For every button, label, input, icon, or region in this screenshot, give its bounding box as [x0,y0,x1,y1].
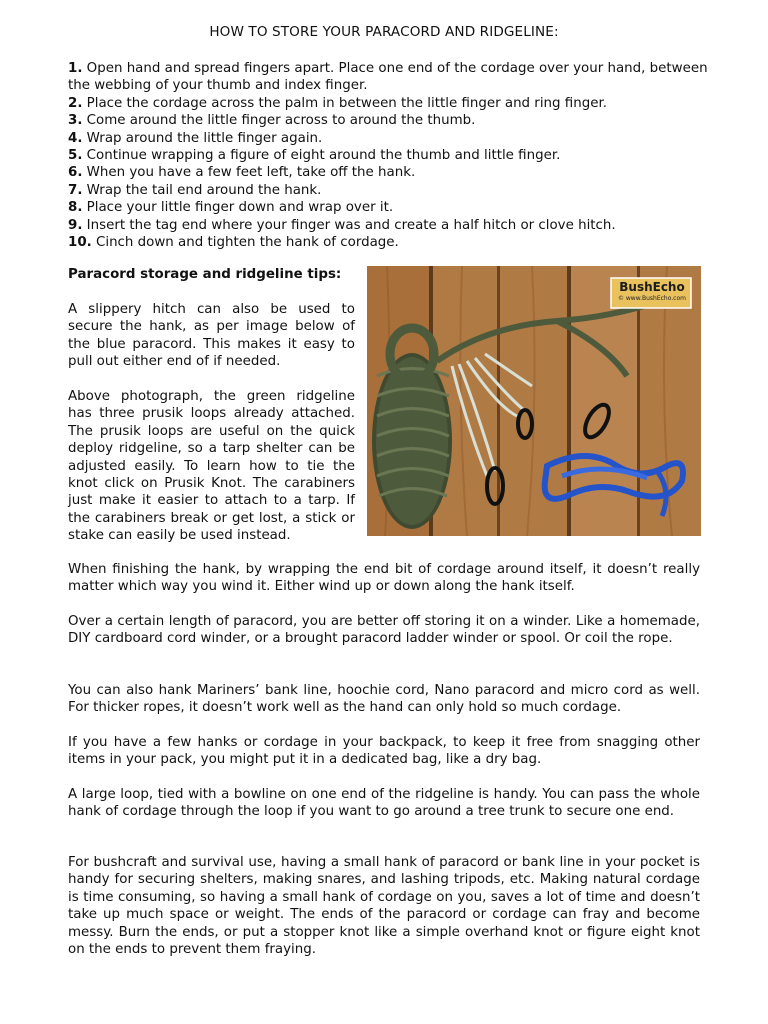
paracord-photo [367,266,701,536]
paragraph-text: Above photograph, the green ridgeline has three prusik loops already attached. The prusik loops are useful on the quick deploy ridgeline, so a tarp shelter can be adjusted easily. To learn how to tie the knot click on Prusik Knot. The carabiners just make it easier to attach to a tarp. If the carabiners break or get lost, a stick or stake can easily be used instead. [68,389,355,544]
step-text: Come around the little finger across to around the thumb. [86,113,476,129]
step-text: Open hand and spread fingers apart. Place one end of the cordage over your hand, between the webbing of your thumb and index finger. [68,61,708,94]
step-number: 3. [68,113,83,129]
step-number: 7. [68,182,83,198]
paragraph-winder [68,613,700,648]
page-title: HOW TO STORE YOUR PARACORD AND RIDGELINE: [209,24,559,40]
paragraph-text: When finishing the hank, by wrapping the end bit of cordage around itself, it doesn’t really matter which way you wind it. Either wind up or down along the hank itself. [68,562,700,595]
paragraph-bowline-loop [68,786,700,821]
step-number: 6. [68,165,83,181]
step-number: 10. [68,235,92,251]
paragraph-finishing-hank [68,561,700,596]
step-item [68,164,708,181]
step-number: 2. [68,95,83,111]
paragraph-bushcraft [68,854,700,958]
step-item [68,199,708,216]
step-text: Cinch down and tighten the hank of cordage. [96,235,399,251]
paracord-photo-illustration [367,266,701,536]
step-text: Continue wrapping a figure of eight around the thumb and little finger. [86,148,561,164]
step-item [68,95,708,112]
steps-list [68,60,708,251]
paragraph-text: A large loop, tied with a bowline on one end of the ridgeline is handy. You can pass the whole hank of cordage through the loop if you want to go around a tree trunk to secure one end. [68,787,700,820]
paragraph-bank-line [68,682,700,717]
step-number: 9. [68,217,83,233]
step-item [68,147,708,164]
logo-url: © www.BushEcho.com [617,295,686,302]
step-text: When you have a few feet left, take off the hank. [86,165,416,181]
step-item [68,217,708,234]
step-number: 5. [68,148,83,164]
step-number: 8. [68,200,83,216]
tips-heading: Paracord storage and ridgeline tips: [68,267,342,282]
step-text: Wrap the tail end around the hank. [86,182,322,198]
paragraph-text: Over a certain length of paracord, you are better off storing it on a winder. Like a homemade, DIY cardboard cord winder, or a brought paracord ladder winder or spool. Or coil the rope. [68,614,700,647]
paragraph-text: For bushcraft and survival use, having a small hank of paracord or bank line in your pocket is handy for securing shelters, making snares, and lashing tripods, etc. Making natural cordage is time consuming, so having a small hank of cordage on you, saves a lot of time and doesn’t take up much space or weight. The ends of the paracord or cordage can fray and become messy. Burn the ends, or put a stopper knot like a simple overhand knot or figure eight knot on the ends to prevent them fraying. [68,855,700,958]
paragraph-text: You can also hank Mariners’ bank line, hoochie cord, Nano paracord and micro cord as well. For thicker ropes, it doesn’t work well as the hand can only hold so much cordage. [68,683,700,716]
side-paragraph-slippery-hitch [68,301,355,371]
step-number: 1. [68,61,83,76]
logo-name: BushEcho [619,280,685,294]
step-text: Insert the tag end where your finger was and create a half hitch or clove hitch. [86,217,616,233]
step-item [68,234,708,251]
paragraph-text: A slippery hitch can also be used to secure the hank, as per image below of the blue paracord. This makes it easy to pull out either end of if needed. [68,302,355,370]
step-item [68,112,708,129]
paragraph-backpack [68,734,700,769]
step-text: Place the cordage across the palm in between the little finger and ring finger. [86,95,607,111]
step-item [68,60,708,95]
step-number: 4. [68,130,83,146]
step-item [68,130,708,147]
step-text: Wrap around the little finger again. [86,130,323,146]
paragraph-text: If you have a few hanks or cordage in your backpack, to keep it free from snagging other items in your pack, you might put it in a dedicated bag, like a dry bag. [68,735,700,768]
step-item [68,182,708,199]
step-text: Place your little finger down and wrap over it. [86,200,394,216]
side-paragraph-ridgeline [68,388,355,545]
